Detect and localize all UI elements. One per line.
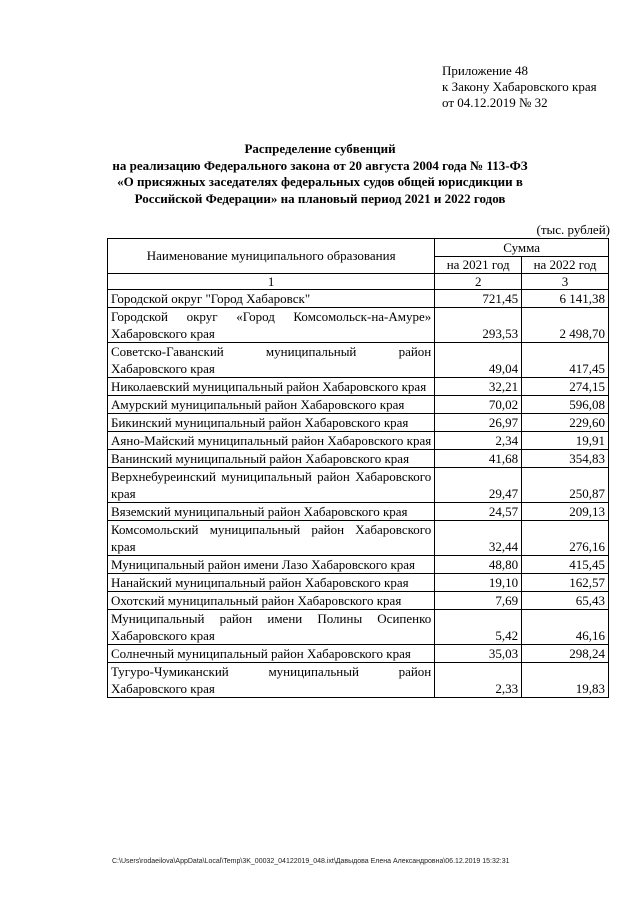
column-index-3: 3 bbox=[522, 274, 609, 290]
title-line-3: «О присяжных заседателях федеральных судов общей юрисдикции в bbox=[117, 174, 523, 189]
value-2021: 70,02 bbox=[435, 396, 522, 414]
table-row bbox=[108, 556, 609, 574]
municipality-name: Ванинский муниципальный район Хабаровского края bbox=[108, 450, 435, 468]
value-2022: 6 141,38 bbox=[522, 290, 609, 308]
municipality-name: Комсомольский муниципальный район Хабаровского края bbox=[108, 521, 435, 556]
value-2021: 5,42 bbox=[435, 610, 522, 645]
column-index-2: 2 bbox=[435, 274, 522, 290]
table-row bbox=[108, 378, 609, 396]
municipality-name: Городской округ «Город Комсомольск-на-Амуре» Хабаровского края bbox=[108, 308, 435, 343]
value-2021: 32,21 bbox=[435, 378, 522, 396]
municipality-name: Тугуро-Чумиканский муниципальный район Хабаровского края bbox=[108, 663, 435, 698]
value-2022: 298,24 bbox=[522, 645, 609, 663]
value-2022: 162,57 bbox=[522, 574, 609, 592]
table-row bbox=[108, 592, 609, 610]
value-2022: 596,08 bbox=[522, 396, 609, 414]
units-label: (тыс. рублей) bbox=[536, 222, 610, 237]
table-row bbox=[108, 610, 609, 645]
value-2021: 49,04 bbox=[435, 343, 522, 378]
table-row bbox=[108, 521, 609, 556]
value-2022: 46,16 bbox=[522, 610, 609, 645]
municipality-name: Муниципальный район имени Полины Осипенко Хабаровского края bbox=[108, 610, 435, 645]
header-name: Наименование муниципального образования bbox=[108, 239, 435, 274]
value-2021: 29,47 bbox=[435, 468, 522, 503]
title-line-1: Распределение субвенций bbox=[244, 141, 396, 156]
table-row bbox=[108, 308, 609, 343]
municipality-name: Амурский муниципальный район Хабаровского края bbox=[108, 396, 435, 414]
table-row bbox=[108, 396, 609, 414]
subsidy-table bbox=[107, 238, 609, 698]
municipality-name: Вяземский муниципальный район Хабаровского края bbox=[108, 503, 435, 521]
municipality-name: Аяно-Майский муниципальный район Хабаровского края bbox=[108, 432, 435, 450]
table-row bbox=[108, 574, 609, 592]
table-row bbox=[108, 343, 609, 378]
municipality-name: Николаевский муниципальный район Хабаровского края bbox=[108, 378, 435, 396]
appendix-line-3: от 04.12.2019 № 32 bbox=[442, 95, 548, 110]
table-row bbox=[108, 432, 609, 450]
value-2021: 48,80 bbox=[435, 556, 522, 574]
municipality-name: Бикинский муниципальный район Хабаровского края bbox=[108, 414, 435, 432]
municipality-name: Охотский муниципальный район Хабаровского края bbox=[108, 592, 435, 610]
value-2022: 65,43 bbox=[522, 592, 609, 610]
table-row bbox=[108, 290, 609, 308]
value-2021: 35,03 bbox=[435, 645, 522, 663]
value-2021: 26,97 bbox=[435, 414, 522, 432]
value-2022: 417,45 bbox=[522, 343, 609, 378]
value-2021: 41,68 bbox=[435, 450, 522, 468]
value-2021: 721,45 bbox=[435, 290, 522, 308]
appendix-line-1: Приложение 48 bbox=[442, 63, 529, 78]
value-2021: 293,53 bbox=[435, 308, 522, 343]
appendix-line-2: к Закону Хабаровского края bbox=[442, 79, 597, 94]
column-index-1: 1 bbox=[108, 274, 435, 290]
value-2021: 2,33 bbox=[435, 663, 522, 698]
table-row bbox=[108, 503, 609, 521]
value-2022: 209,13 bbox=[522, 503, 609, 521]
title-line-4: Российской Федерации» на плановый период 2021 и 2022 годов bbox=[134, 190, 506, 206]
municipality-name: Солнечный муниципальный район Хабаровского края bbox=[108, 645, 435, 663]
value-2022: 276,16 bbox=[522, 521, 609, 556]
table-body bbox=[108, 290, 609, 698]
header-2022: на 2022 год bbox=[522, 256, 609, 274]
header-sum: Сумма bbox=[435, 239, 609, 257]
table-row bbox=[108, 414, 609, 432]
municipality-name: Муниципальный район имени Лазо Хабаровского края bbox=[108, 556, 435, 574]
value-2021: 19,10 bbox=[435, 574, 522, 592]
municipality-name: Верхнебуреинский муниципальный район Хабаровского края bbox=[108, 468, 435, 503]
municipality-name: Городской округ "Город Хабаровск" bbox=[108, 290, 435, 308]
value-2021: 2,34 bbox=[435, 432, 522, 450]
value-2022: 2 498,70 bbox=[522, 308, 609, 343]
value-2022: 229,60 bbox=[522, 414, 609, 432]
municipality-name: Советско-Гаванский муниципальный район Хабаровского края bbox=[108, 343, 435, 378]
value-2021: 7,69 bbox=[435, 592, 522, 610]
value-2021: 32,44 bbox=[435, 521, 522, 556]
value-2022: 415,45 bbox=[522, 556, 609, 574]
municipality-name: Нанайский муниципальный район Хабаровского края bbox=[108, 574, 435, 592]
value-2021: 24,57 bbox=[435, 503, 522, 521]
value-2022: 19,83 bbox=[522, 663, 609, 698]
table-row bbox=[108, 450, 609, 468]
table-row bbox=[108, 663, 609, 698]
file-path-footer: C:\Users\rodaeilova\AppData\Local\Temp\3K_00032_04122019_048.ixt\Давыдова Елена Александровна\06.12.2019 15:32:31 bbox=[112, 858, 510, 865]
header-2021: на 2021 год bbox=[435, 256, 522, 274]
document-title bbox=[100, 141, 540, 207]
table-row bbox=[108, 645, 609, 663]
title-line-2: на реализацию Федерального закона от 20 августа 2004 года № 113-ФЗ bbox=[112, 157, 528, 173]
value-2022: 250,87 bbox=[522, 468, 609, 503]
table-row bbox=[108, 468, 609, 503]
value-2022: 354,83 bbox=[522, 450, 609, 468]
value-2022: 19,91 bbox=[522, 432, 609, 450]
appendix-block bbox=[442, 63, 597, 111]
value-2022: 274,15 bbox=[522, 378, 609, 396]
